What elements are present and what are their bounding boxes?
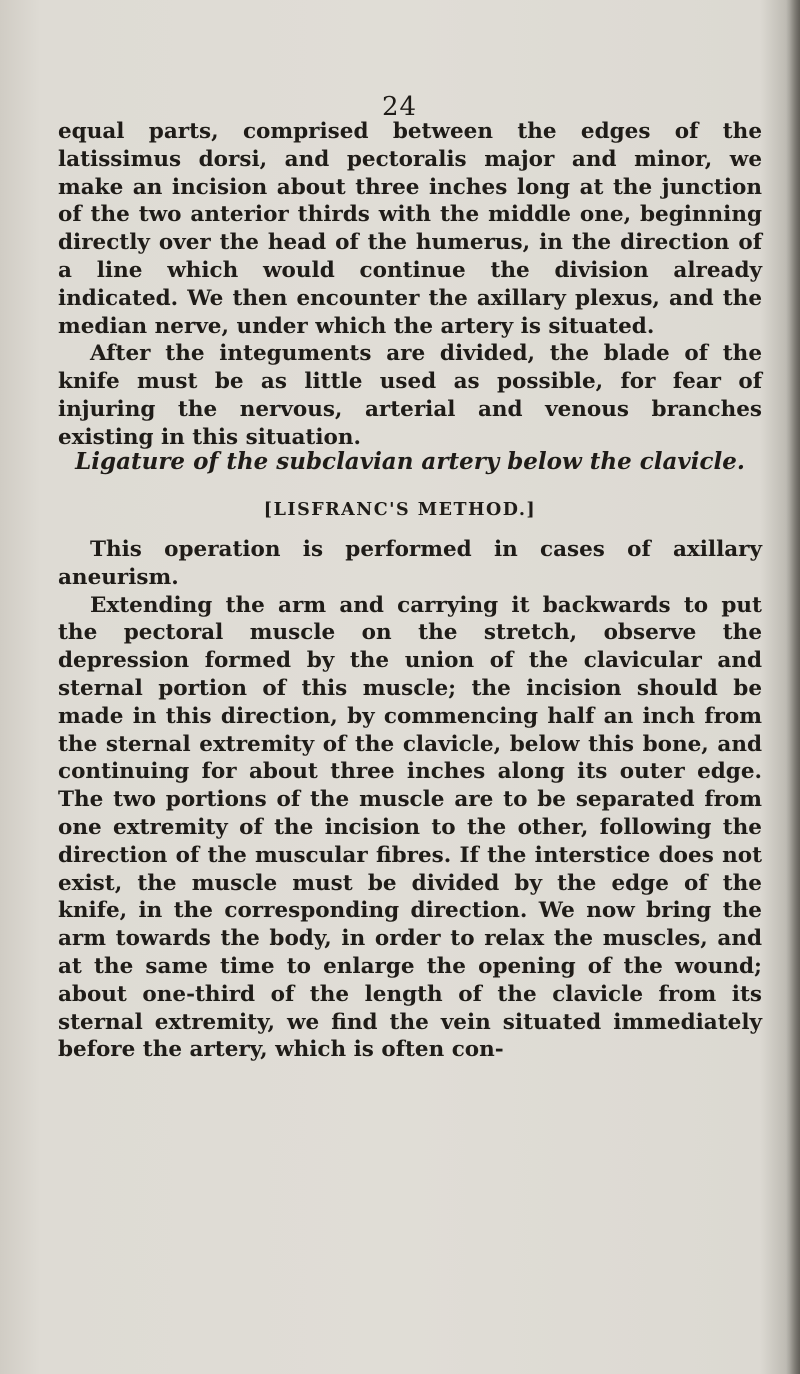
- paragraph-continued: equal parts, comprised between the edges of the latissimus dorsi, and pectoralis major and minor, we make an incision about three inches long at the junction of the two anterior thirds with the middle one, beginning directly over the head of the humerus, in the direction of a line which would continue the division already indicated. We then encounter the axillary plexus, and the median nerve, under which the artery is situated.: [58, 119, 762, 339]
- section-heading: Ligature of the subclavian artery below the clavicle.: [75, 448, 745, 475]
- page-number: 24: [382, 92, 418, 122]
- section-subheading: [LISFRANC'S METHOD.]: [263, 500, 537, 520]
- paragraph-procedure: Extending the arm and carrying it backwards to put the pectoral muscle on the stretch, observe the depression formed by the union of the clavicular and sternal portion of this muscle; the incision should be made in this direction, by commencing half an inch from the sternal extremity of the clavicle, below this bone, and continuing for about three inches along its outer edge. The two portions of the muscle are to be separated from one extremity of the incision to the other, following the direction of the muscular fibres. If the interstice does not exist, the muscle must be divided by the edge of the knife, in the corresponding direction. We now bring the arm towards the body, in order to relax the muscles, and at the same time to enlarge the opening of the wound; about one-third of the length of the clavicle from its sternal extremity, we find the vein situated immediately before the artery, which is often con-: [58, 592, 762, 1063]
- paragraph-indication: This operation is performed in cases of axillary aneurism.: [58, 537, 762, 590]
- paragraph-integuments: After the integuments are divided, the blade of the knife must be as little used as possible, for fear of injuring the nervous, arterial and venous branches existing in this situation.: [58, 341, 762, 450]
- body-text-bottom: [58, 536, 762, 1064]
- body-text-top: [58, 118, 762, 452]
- page-edge-shadow: [786, 0, 800, 1374]
